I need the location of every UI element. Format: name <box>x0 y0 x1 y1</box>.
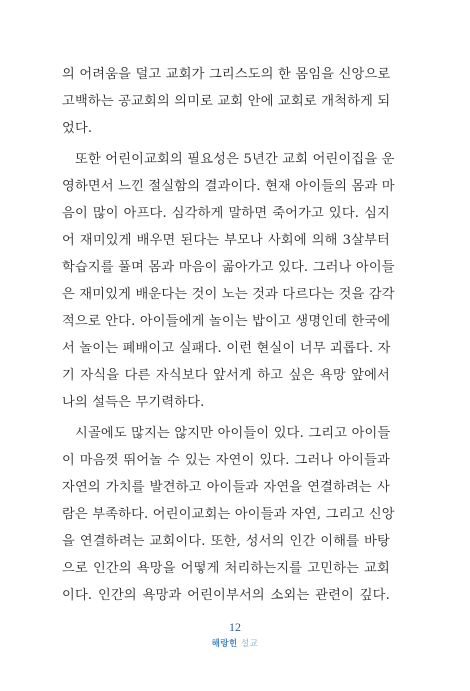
book-title-accent: 해랑힌 <box>211 639 238 649</box>
text-line: 또한 어린이교회의 필요성은 5년간 교회 어린이집을 운 <box>75 152 395 167</box>
text-line: 이다. 인간의 욕망과 어린이부서의 소외는 관련이 깊다. <box>62 588 390 603</box>
text-line: 어 재미있게 배우면 된다는 부모나 사회에 의해 3살부터 <box>62 233 390 248</box>
text-line: 기 자식을 다른 자식보다 앞서게 하고 싶은 욕망 앞에서 <box>62 368 390 383</box>
text-line: 을 연결하려는 교회이다. 또한, 성서의 인간 이해를 바탕 <box>62 534 390 549</box>
text-line: 적으로 안다. 아이들에게 놀이는 밥이고 생명인데 한국에 <box>62 314 391 329</box>
text-line: 의 어려움을 덜고 교회가 그리스도의 한 몸임을 신앙으로 <box>62 67 391 82</box>
text-line: 었다. <box>62 121 93 136</box>
text-line: 나의 설득은 무기력하다. <box>62 395 205 410</box>
text-line: 영하면서 느낀 절실함의 결과이다. 현재 아이들의 몸과 마 <box>62 179 395 194</box>
text-line: 시골에도 많지는 않지만 아이들이 있다. 그리고 아이들 <box>75 426 391 441</box>
text-line: 람은 부족하다. 어린이교회는 아이들과 자연, 그리고 신앙 <box>62 507 395 522</box>
book-title <box>0 637 470 649</box>
text-line: 자연의 가치를 발견하고 아이들과 자연을 연결하려는 사 <box>62 480 390 495</box>
text-line: 이 마음껏 뛰어놀 수 있는 자연이 있다. 그러나 아이들과 <box>62 453 390 468</box>
body-text <box>62 61 395 609</box>
page-number: 12 <box>229 620 241 634</box>
book-title-rest: 설교 <box>237 639 259 649</box>
text-line: 은 재미있게 배운다는 것이 노는 것과 다르다는 것을 감각 <box>62 287 395 302</box>
text-line: 음이 많이 아프다. 심각하게 말하면 죽어가고 있다. 심지 <box>62 206 390 221</box>
text-line: 학습지를 풀며 몸과 마음이 곪아가고 있다. 그러나 아이들 <box>62 260 395 275</box>
text-line: 으로 인간의 욕망을 어떻게 처리하는지를 고민하는 교회 <box>62 561 390 576</box>
text-line: 고백하는 공교회의 의미로 교회 안에 교회로 개척하게 되 <box>62 94 391 109</box>
text-line: 서 놀이는 폐배이고 실패다. 이런 현실이 너무 괴롭다. 자 <box>62 341 391 356</box>
